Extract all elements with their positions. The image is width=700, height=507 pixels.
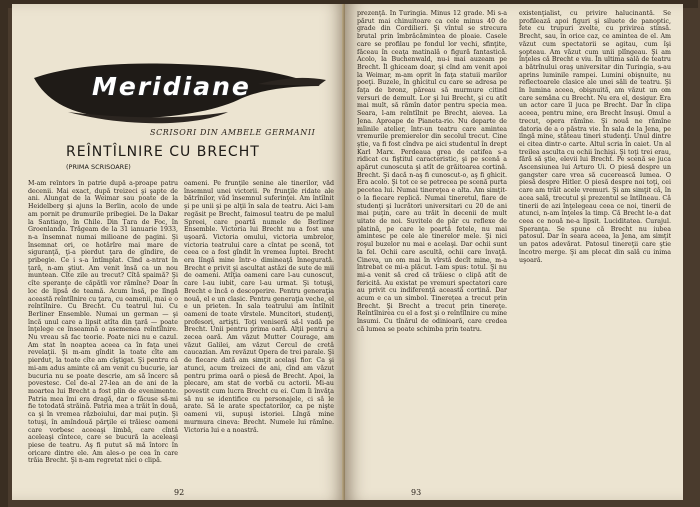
right-page-column-2 — [519, 10, 671, 482]
section-subtitle: SCRISORI DIN AMBELE GERMANII — [150, 128, 316, 137]
article-subtitle: (PRIMA SCRISOARE) — [66, 163, 131, 171]
page-number: 92 — [174, 488, 185, 497]
left-page-column-2 — [184, 180, 334, 484]
right-page — [345, 4, 683, 500]
left-page-column-1 — [28, 180, 178, 484]
body-text: M-am reîntors în patrie după a-proape patru decenii. Mai exact, după treizeci şi şapte de ani. Alungat de la Weimar sau poate de la Heidelberg şi ajuns la Berlin, acolo de unde am pornit pe drumurile pribegiei. De la Dakar la Santiago, în Chile. Din Țara de Foc, în Groenlanda. Trăgeam de la 31 ianuarie 1933, n-a însemnat numai milioane de pagini. Şi însemnat ori, ce hotărîre mai mare de siguranţă, ţi-a pierdut ţara de gîndire, de pribegie. Ce i s-a întîmplat. Cînd a-ntrat în ţară, n-am ştiut. Am venit însă ca un nou muntean. Cîte zile au trecut? Cîtă spaimă? Şi cîte speranţe de căpătîi vor rămîne? Doar în loc de lipsă de teamă. Acum însă, pe lîngă această reîntîlnire cu ţara, cu oamenii, mai e o reîntîlnire. Cu Brecht. Cu teatrul lui. Cu Berliner Ensemble. Numai un german — şi încă unul care a lipsit atîta din ţară — poate înţelege ce înseamnă o asemenea reîntîlnire. Nu vreau să fac teorie. Poate nici nu e cazul. Am stat în noaptea aceea ca în faţa unei revelaţii. Şi m-am gîndit la toate cîte am pierdut, la toate cîte am cîştigat. Şi pentru că mi-am adus aminte că am venit cu bucurie, iar bucuria nu se poate descrie, am să încerc să povestesc. Cel de-al 27-lea an de ani de la moartea lui Brecht a fost plin de evenimente. Patria mea îmi era dragă, dar o făcuse să-mi fie totodată străină. Patria mea a trăit în două, ca şi în vremea războiului, dar mai puţin. Şi totuşi, în amîndouă părţile ei trăiesc oameni care vorbesc aceeaşi limbă, care cîntă aceleaşi cîntece, care se bucură la aceleaşi piese de teatru. Aş fi putut să mă întorc în oricare dintre ele. Am ales-o pe cea în care trăia Brecht. Şi n-am regretat nici o clipă. — [28, 180, 178, 465]
right-page-column-1 — [357, 10, 507, 482]
left-page — [12, 4, 345, 500]
body-text: oameni. Pe frunţile senine ale tinerilor, văd însemnul unei victorii. Pe frunţile ridate ale bătrînilor, văd însemnul suferinţei. Am întîlnit şi pe unii şi pe alţii în sala de teatru. Aici l-am regăsit pe Brecht, faimosul teatru de pe malul Spreei, care poartă numele de Berliner Ensemble. Victoria lui Brecht nu a fost una uşoară. Victoria omului, victoria umbrelor, victoria teatrului care a cîntat pe scenă, tot ceea ce a fost gîndit în vremea luptei. Brecht era lîngă mine într-o dimineaţă înnegurată. Brecht e privit şi ascultat astăzi de sute de mii de oameni. Atîţia oameni care l-au cunoscut, care l-au iubit, care l-au urmat. Şi totuşi, Brecht e încă o descoperire. Pentru generaţia nouă, el e un clasic. Pentru generaţia veche, el e un prieten. În sala teatrului am întîlnit oameni de toate vîrstele. Muncitori, studenţi, profesori, artişti. Toţi veniseră să-l vadă pe Brecht. Unii pentru prima oară. Alţii pentru a zecea oară. Am văzut Mutter Courage, am văzut Galilei, am văzut Cercul de cretă caucazian. Am revăzut Opera de trei parale. Şi de fiecare dată am simţit acelaşi fior. Ca şi atunci, acum treizeci de ani, cînd am văzut pentru prima oară o piesă de Brecht. Apoi, la plecare, am stat de vorbă cu actorii. Mi-au povestit cum lucra Brecht cu ei. Cum îi învăţa să nu se identifice cu personajele, ci să le arate. Să le arate spectatorilor, ca pe nişte oameni vii, supuşi istoriei. Lîngă mine murmura cineva: Brecht. Numele lui rămîne. Victoria lui e a noastră. — [184, 180, 334, 434]
masthead-title: Meridiane — [92, 72, 251, 101]
body-text: existenţialist, cu privire halucinantă. Se profilează apoi figuri şi siluete de panoptic, fete cu trupuri zvelte, cu privirea stinsă. Brecht, sau, în orice caz, ce amintea de el. Am văzut cum spectatorii se agitau, cum îşi şopteau. Am văzut cum unii plîngeau. Şi am înţeles că Brecht e viu. În ultima sală de teatru a bătrînului oraş universitar din Turingia, s-au aprins luminile rampei. Lumini obişnuite, nu reflectoarele clasice ale unei săli de teatru. Şi în lumina aceea, obişnuită, am văzut un om care semăna cu Brecht. Nu era el, desigur. Era un actor care îl juca pe Brecht. Dar în clipa aceea, pentru mine, era Brecht însuşi. Omul a trecut, opera rămîne. Şi nouă ne rămîne datoria de a o păstra vie. În sala de la Jena, pe lîngă mine, stăteau tineri studenţi. Unul dintre ei citea dintr-o carte. Altul scria în caiet. Un al treilea asculta cu ochii închişi. Şi toţi trei erau, fără să ştie, elevii lui Brecht. Pe scenă se juca Ascensiunea lui Arturo Ui. O piesă despre un gangster care vrea să cucerească lumea. O piesă despre Hitler. O piesă despre noi toţi, cei care am trăit acele vremuri. Şi am simţit că, în acea sală, trecutul şi prezentul se întîlneau. Că tinerii de azi înţelegeau ceea ce noi, tinerii de atunci, n-am înţeles la timp. Că Brecht le-a dat ceea ce nouă ne-a lipsit. Luciditatea. Curajul. Speranţa. Se spune că Brecht nu iubea patosul. Dar în seara aceea, la Jena, am simţit un patos adevărat. Patosul tinereţii care ştie încotro merge. Şi am plecat din sală cu inima uşoară. — [519, 10, 671, 264]
article-title: REÎNTÎLNIRE CU BRECHT — [66, 144, 260, 160]
body-text: prezenţă. În Turingia. Minus 12 grade. Mi s-a părut mai chinuitoare ca cele minus 40 de grade din Cordilieri. Şi vîntul se strecura brutal prin îmbrăcămintea de ploaie. Casele care se profilau pe fondul lor vechi, sfinţite, făceau în ceaţa matinală o figură fantastică. Acolo, la Buchenwald, nu-i mai auzeam pe Brecht. Îl ghiceam doar, şi cînd am venit apoi la Weimar, m-am oprit în faţa statuii marilor poeţi. Buzele, în ghicitul cu care se adresa pe faţa de bronz, păreau să murmure citind versuri de demult. Lor şi lui Brecht, şi cu atît mai mult, să rămîn dator pentru specia mea. Seara, l-am reîntîlnit pe Brecht, aievea. La Jena. Aproape de Pianeta-rio. Nu departe de mîinile atelier, într-un teatru care amintea vremurile premierelor din secolul trecut. Cine ştie, va fi fost cîndva pe aici studentul în drept Karl Marx. Perdeaua grea de catifea s-a ridicat cu fiştitul caracteristic, şi pe scenă a apărut cunoscuta şi atît de grăitoarea cortină. Brecht. Şi dacă n-aş fi cunoscut-o, aş fi ghicit. Era acolo. Şi tot ce se petrecea pe scenă purta pecetea lui. Numai tinereţea e alta. Am simţit-o la fiecare replică. Numai tineretul, fiare de studenţi şi lucrători universitari cu 20 de ani mai puţin, care au trăit în decenii de mult uitate de noi. Suvitele de păr cu reflexe de platină, pe care le poartă fetele, nu mai amintesc pe cele ale tinerelor mele. Şi nici roşul buzelor nu mai e acelaşi. Dar ochii sunt la fel. Ochii care ascultă, ochii care învaţă. Cineva, un om mai în vîrstă decît mine, m-a întrebat ce mi-a plăcut. I-am spus: totul. Şi nu mi-a venit să cred că trăiesc o clipă atît de fericită. Au existat pe vremuri spectatori care au privit cu indiferenţă această cortină. Dar acum e ca un simbol. Tinereţea a trecut prin Brecht. Şi Brecht a trecut prin tinereţe. Reîntîlnirea cu el a fost şi o reîntîlnire cu mine însumi. Cu tînărul de odinioară, care credea că lumea se poate schimba prin teatru. — [357, 10, 507, 333]
page-number: 93 — [411, 488, 422, 497]
